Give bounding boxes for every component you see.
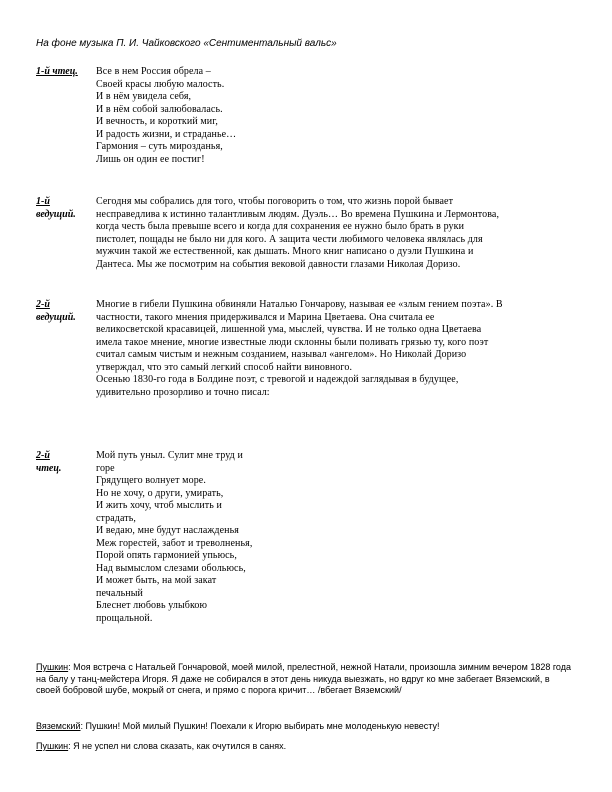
text-line: имела такое мнение, многие известные люди склонны были поливать грязью ту, кого поэт: [96, 336, 489, 348]
text-line: страдать,: [96, 512, 136, 524]
text-line: Осенью 1830-го года в Болдине поэт, с тревогой и надеждой заглядывая в будущее,: [96, 374, 459, 385]
text-line: И в нём собой залюбовалась.: [96, 103, 223, 115]
speaker-label-line: ведущий.: [36, 311, 76, 323]
text-line: удивительно прозорливо и точно писал:: [96, 386, 270, 398]
text-line: утверждал, что это самый легкий способ найти виновного.: [96, 361, 353, 373]
text-line: Своей красы любую малость.: [96, 78, 225, 90]
speaker-label-line: чтец.: [36, 462, 62, 474]
text-line: мужчин такой же естественной, как дышать. Много книг написано о дуэли Пушкина и: [96, 246, 474, 257]
text-line: Мой путь уныл. Сулит мне труд и: [96, 450, 243, 461]
speaker-label-line: 1-й: [36, 196, 50, 207]
text-line: Все в нем Россия обрела –: [96, 66, 211, 77]
music-note-header: На фоне музыка П. И. Чайковского «Сентиментальный вальс»: [36, 38, 337, 49]
text-line: Многие в гибели Пушкина обвиняли Наталью Гончарову, называя ее «злым гением поэта». В: [96, 299, 503, 310]
text-line: Грядущего волнует море.: [96, 475, 206, 486]
text-line: несправедлива к истинно талантливым людям. Дуэль… Во времена Пушкина и Лермонтова,: [96, 208, 500, 220]
text-line: великосветской красавицей, лишенной ума, мыслей, чувства. И не только одна Цветаева: [96, 324, 482, 335]
text-line: горе: [96, 462, 115, 474]
dialog-text: : Пушкин! Мой милый Пушкин! Поехали к Игорю выбирать мне молоденькую невесту!: [80, 721, 440, 731]
text-line: считал самым чистым и нежным созданием, называл «ангелом». Но Николай Доризо: [96, 349, 467, 360]
dialog-text: : Моя встреча с Натальей Гончаровой, моей милой, прелестной, нежной Натали, произошла зимним вечером 1828 года на балу у танц-мейстера Игоря. Я даже не собирался в этот день никуда выезжать, но вдруг ко мне забегает Вяземский, в своей бобровой шубе, мокрый от снега, и прямо с порога кричит… /вбегает Вяземский/: [36, 662, 571, 695]
text-line: Блеснет любовь улыбкою: [96, 600, 208, 611]
character-name: Пушкин: [36, 741, 69, 751]
dialog-line: [36, 741, 576, 753]
text-line: Над вымыслом слезами обольюсь,: [96, 562, 246, 574]
text-line: когда честь была превыше всего и когда для сохранения ее нужно было брать в руки: [96, 221, 465, 232]
host-speech-text: [96, 196, 574, 271]
text-line: пистолет, пощады не было ни для кого. А защита чести любимого человека являлась для: [96, 233, 483, 245]
text-line: Лишь он один ее постиг!: [96, 153, 205, 165]
text-line: Дантеса. Мы же посмотрим на события вековой давности глазами Николая Доризо.: [96, 258, 461, 270]
speaker-label: [36, 450, 96, 475]
text-line: И радость жизни, и страданье…: [96, 128, 237, 140]
speaker-label: [36, 196, 96, 221]
text-line: печальный: [96, 587, 143, 599]
poem-text: [96, 66, 574, 166]
speaker-label-line: 2-й: [36, 450, 50, 461]
text-line: Меж горестей, забот и треволненья,: [96, 537, 253, 549]
dialog-line: [36, 721, 576, 733]
text-line: прощальной.: [96, 612, 153, 624]
dialog-line: [36, 662, 576, 697]
text-line: частности, такого мнения придерживался и Марина Цветаева. Она считала ее: [96, 311, 435, 323]
speaker-label-line: 2-й: [36, 299, 50, 310]
text-line: Гармония – суть мирозданья,: [96, 141, 223, 152]
speaker-label-line: ведущий.: [36, 208, 76, 220]
poem-text: [96, 450, 276, 625]
text-line: И ведаю, мне будут наслажденья: [96, 525, 239, 536]
text-line: И вечность, и короткий миг,: [96, 116, 218, 127]
host-speech-text: [96, 299, 574, 399]
character-name: Вяземский: [36, 721, 81, 731]
text-line: Но не хочу, о други, умирать,: [96, 487, 224, 499]
speaker-label-line: 1-й чтец.: [36, 66, 78, 77]
text-line: И жить хочу, чтоб мыслить и: [96, 500, 222, 511]
dialog-text: : Я не успел ни слова сказать, как очутился в санях.: [68, 741, 287, 751]
character-name: Пушкин: [36, 662, 69, 672]
text-line: Порой опять гармонией упьюсь,: [96, 550, 237, 561]
text-line: И в нём увидела себя,: [96, 91, 192, 102]
speaker-label: [36, 299, 96, 324]
text-line: Сегодня мы собрались для того, чтобы поговорить о том, что жизнь порой бывает: [96, 196, 454, 207]
text-line: И может быть, на мой закат: [96, 575, 217, 586]
speaker-label: [36, 66, 96, 79]
